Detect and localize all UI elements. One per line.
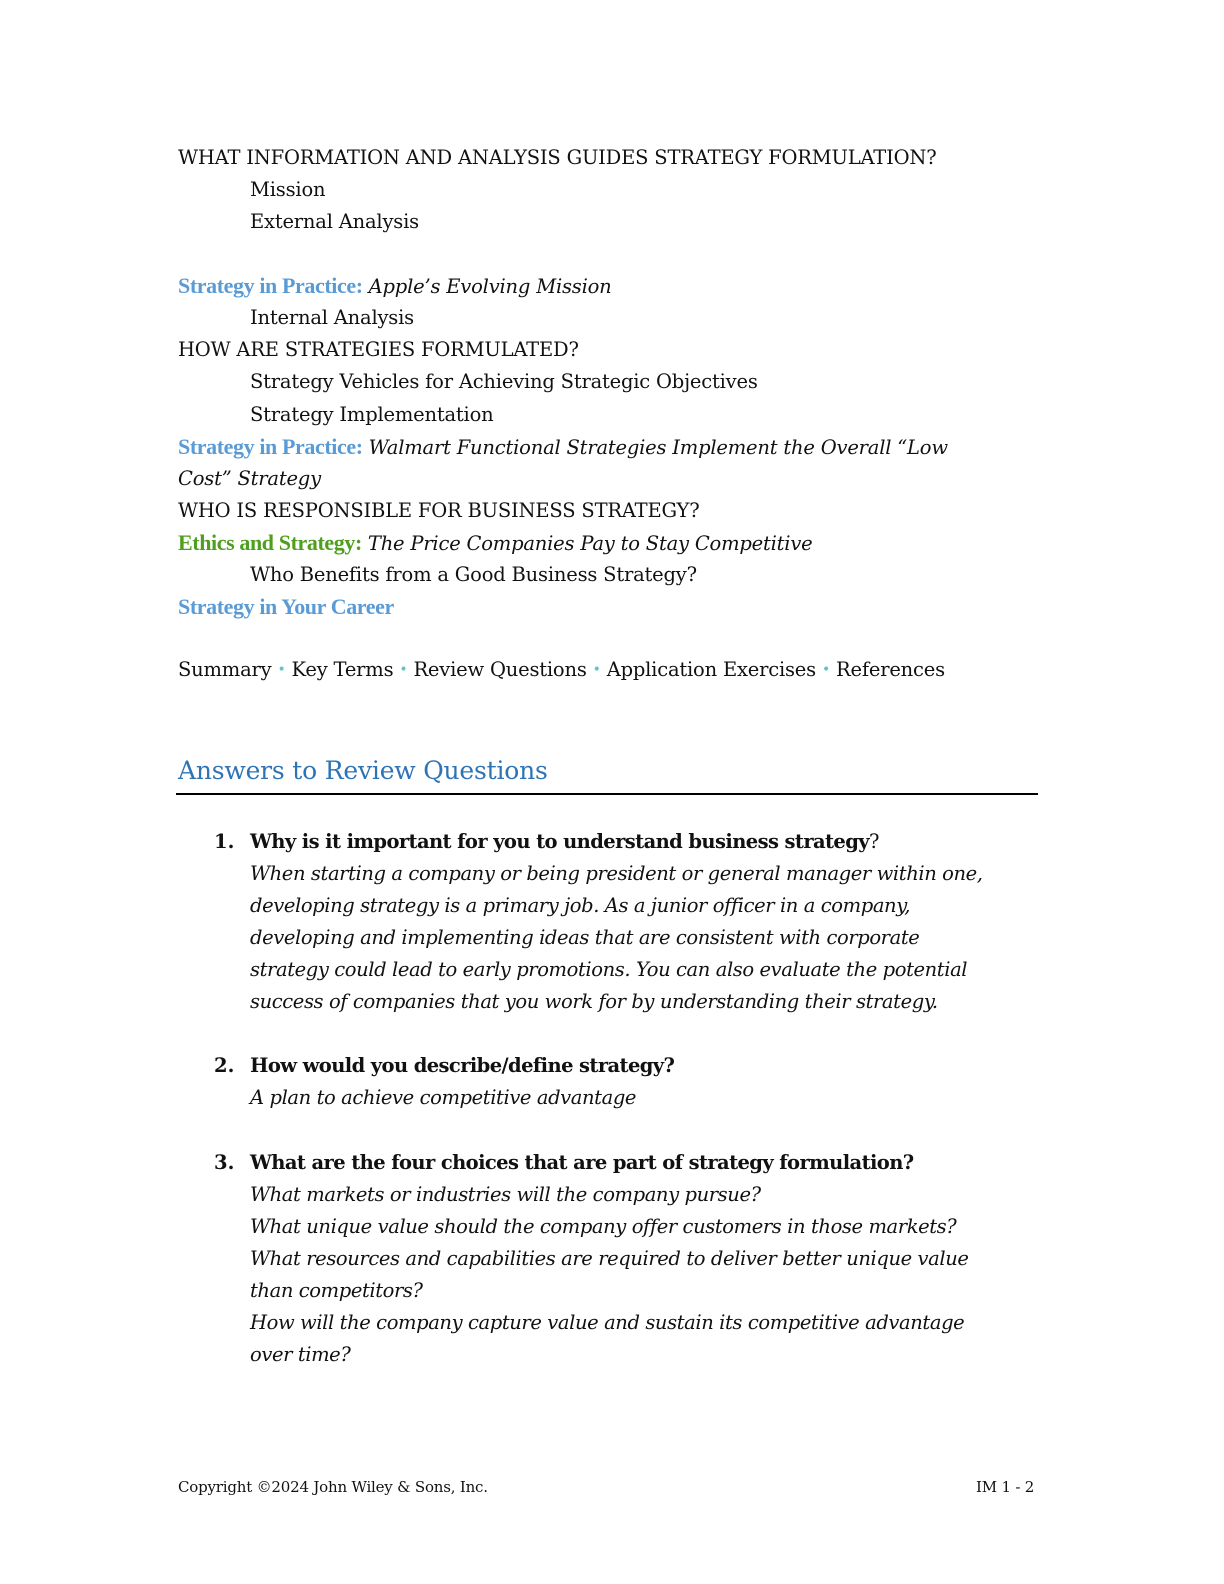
- feature-walmart-title-continued: Cost” Strategy: [178, 467, 321, 490]
- answer-line: developing and implementing ideas that are consistent with corporate: [250, 926, 920, 949]
- end-item-application-exercises: Application Exercises: [606, 658, 816, 681]
- strategy-in-practice-label: Strategy in Practice:: [178, 434, 363, 459]
- answer-line: What resources and capabilities are required to deliver better unique value: [250, 1247, 969, 1270]
- answer-line: over time?: [250, 1343, 351, 1366]
- question-number: 1.: [214, 830, 235, 853]
- end-item-references: References: [836, 658, 945, 681]
- answer-line: developing strategy is a primary job. As a junior officer in a company,: [250, 894, 911, 917]
- strategy-in-practice-label: Strategy in Practice:: [178, 273, 363, 298]
- end-item-key-terms: Key Terms: [291, 658, 394, 681]
- answer-line: strategy could lead to early promotions. You can also evaluate the potential: [250, 958, 968, 981]
- end-item-review-questions: Review Questions: [413, 658, 587, 681]
- outline-heading-formulated: HOW ARE STRATEGIES FORMULATED?: [178, 338, 579, 361]
- answer-line: How will the company capture value and sustain its competitive advantage: [250, 1311, 965, 1334]
- heading-rule: [176, 793, 1038, 795]
- question-number: 3.: [214, 1151, 235, 1174]
- question-text: Why is it important for you to understand business strategy: [250, 830, 870, 853]
- answer-line: What unique value should the company offer customers in those markets?: [250, 1215, 957, 1238]
- feature-title: Walmart Functional Strategies Implement the Overall “Low: [368, 436, 948, 459]
- feature-ethics: [178, 531, 813, 556]
- answer-line: When starting a company or being president or general manager within one,: [250, 862, 983, 885]
- footer-page-number: IM 1 - 2: [976, 1478, 1035, 1496]
- outline-heading-responsible: WHO IS RESPONSIBLE FOR BUSINESS STRATEGY?: [178, 499, 700, 522]
- question-1: [250, 830, 879, 854]
- outline-item-who-benefits: Who Benefits from a Good Business Strategy?: [250, 563, 697, 586]
- bullet-icon: •: [277, 662, 286, 678]
- feature-apple-mission: [178, 274, 612, 299]
- ethics-and-strategy-label: Ethics and Strategy:: [178, 530, 362, 555]
- answer-line: success of companies that you work for by understanding their strategy.: [250, 990, 938, 1013]
- outline-item-strategy-vehicles: Strategy Vehicles for Achieving Strategic Objectives: [250, 370, 758, 393]
- feature-title: Apple’s Evolving Mission: [368, 275, 612, 298]
- outline-heading-information: WHAT INFORMATION AND ANALYSIS GUIDES STRATEGY FORMULATION?: [178, 146, 937, 169]
- feature-strategy-career: Strategy in Your Career: [178, 594, 394, 619]
- bullet-icon: •: [399, 662, 408, 678]
- answer-line: than competitors?: [250, 1279, 423, 1302]
- outline-item-strategy-implementation: Strategy Implementation: [250, 403, 494, 426]
- outline-item-mission: Mission: [250, 178, 326, 201]
- bullet-icon: •: [592, 662, 601, 678]
- outline-item-internal-analysis: Internal Analysis: [250, 306, 414, 329]
- bullet-icon: •: [821, 662, 831, 678]
- feature-title: The Price Companies Pay to Stay Competitive: [367, 532, 813, 555]
- end-item-summary: Summary: [178, 658, 272, 681]
- question-mark: ?: [869, 830, 879, 853]
- footer-copyright: Copyright ©2024 John Wiley & Sons, Inc.: [178, 1478, 488, 1496]
- section-heading-answers: Answers to Review Questions: [178, 756, 548, 785]
- outline-item-external-analysis: External Analysis: [250, 210, 419, 233]
- question-3: What are the four choices that are part of strategy formulation?: [250, 1151, 914, 1174]
- feature-walmart: [178, 435, 948, 460]
- question-2: How would you describe/define strategy?: [250, 1054, 675, 1077]
- question-number: 2.: [214, 1054, 235, 1077]
- end-of-chapter-items: [178, 658, 945, 684]
- answer-line: A plan to achieve competitive advantage: [250, 1086, 637, 1109]
- answer-line: What markets or industries will the company pursue?: [250, 1183, 761, 1206]
